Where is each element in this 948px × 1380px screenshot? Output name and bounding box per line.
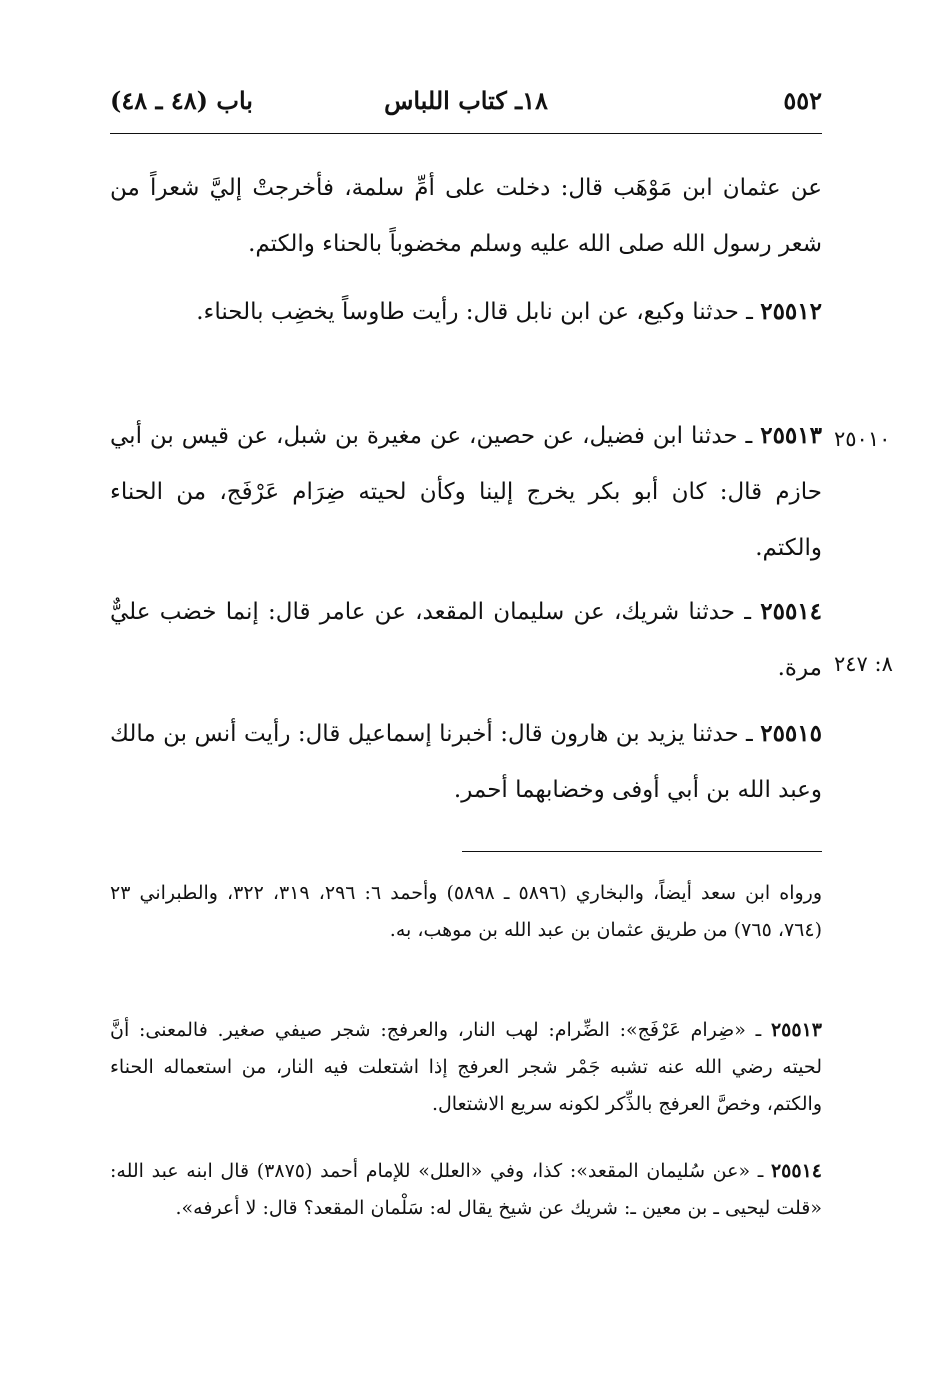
hadith-number: ٢٥٥١٣	[760, 422, 822, 449]
hadith-25513	[110, 408, 822, 576]
footnote-divider	[462, 851, 822, 852]
hadith-25514	[110, 584, 822, 696]
footnote-1: ورواه ابن سعد أيضاً، والبخاري (٥٨٩٦ ـ ٥٨٩٨) وأحمد ٦: ٢٩٦، ٣١٩، ٣٢٢، والطبراني ٢٣ (٧٦٤، ٧٦٥) من طريق عثمان بن عبد الله بن موهب، به.	[110, 882, 823, 941]
footnote-number: ٢٥٥١٤	[770, 1160, 822, 1182]
header-divider	[110, 133, 822, 134]
margin-reference: ٨: ٢٤٧	[834, 652, 893, 676]
footnote-25514	[110, 1153, 822, 1227]
page-number: ٥٥٢	[783, 86, 822, 115]
hadith-25515	[110, 706, 822, 818]
hadith-number: ٢٥٥١٢	[760, 298, 822, 325]
footnote-text: ـ «ضِرام عَرْفَج»: الضِّرام: لهب النار، والعرفج: شجر صيفي صغير. فالمعنى: أنَّ لحيته رضي الله عنه تشبه جَمْر شجر العرفج إذا اشتعلت فيه النار، من استعماله الحناء والكتم، وخصَّ العرفج بالذِّكر لكونه سريع الاشتعال.	[110, 1019, 822, 1115]
page-header	[110, 84, 822, 124]
hadith-text: ـ حدثنا وكيع، عن ابن نابل قال: رأيت طاوساً يخضِب بالحناء.	[196, 299, 753, 325]
hadith-number: ٢٥٥١٥	[760, 720, 822, 747]
footnote-25513	[110, 1012, 822, 1123]
hadith-25512	[110, 284, 822, 340]
footnote-number: ٢٥٥١٣	[770, 1019, 822, 1041]
footnote-text: ـ «عن سُليمان المقعد»: كذا، وفي «العلل» للإمام أحمد (٣٨٧٥) قال ابنه عبد الله: «قلت ليحيى ـ بن معين ـ: شريك عن شيخ يقال له: سَلْمان المقعد؟ قال: لا أعرفه».	[110, 1160, 822, 1219]
margin-reference: ٢٥٠١٠	[834, 427, 891, 451]
hadith-number: ٢٥٥١٤	[760, 598, 823, 625]
hadith-text: ـ حدثنا يزيد بن هارون قال: أخبرنا إسماعيل قال: رأيت أنس بن مالك وعبد الله بن أبي أوفى وخضابهما أحمر.	[110, 721, 822, 803]
hadith-text: ـ حدثنا ابن فضيل، عن حصين، عن مغيرة بن شبل، عن قيس بن أبي حازم قال: كان أبو بكر يخرج إلينا وكأن لحيته ضِرَام عَرْفَج، من الحناء والكتم.	[110, 423, 822, 561]
hadith-text: ـ حدثنا شريك، عن سليمان المقعد، عن عامر قال: إنما خضب عليٌّ مرة.	[110, 599, 822, 681]
chapter-title: باب (٤٨ ـ ٤٨)	[110, 86, 253, 115]
intro-paragraph: عن عثمان ابن مَوْهَب قال: دخلت على أمِّ سلمة، فأخرجتْ إليَّ شعراً من شعر رسول الله صلى الله عليه وسلم مخضوباً بالحناء والكتم.	[110, 175, 822, 257]
book-title: ١٨ـ كتاب اللباس	[384, 86, 548, 115]
